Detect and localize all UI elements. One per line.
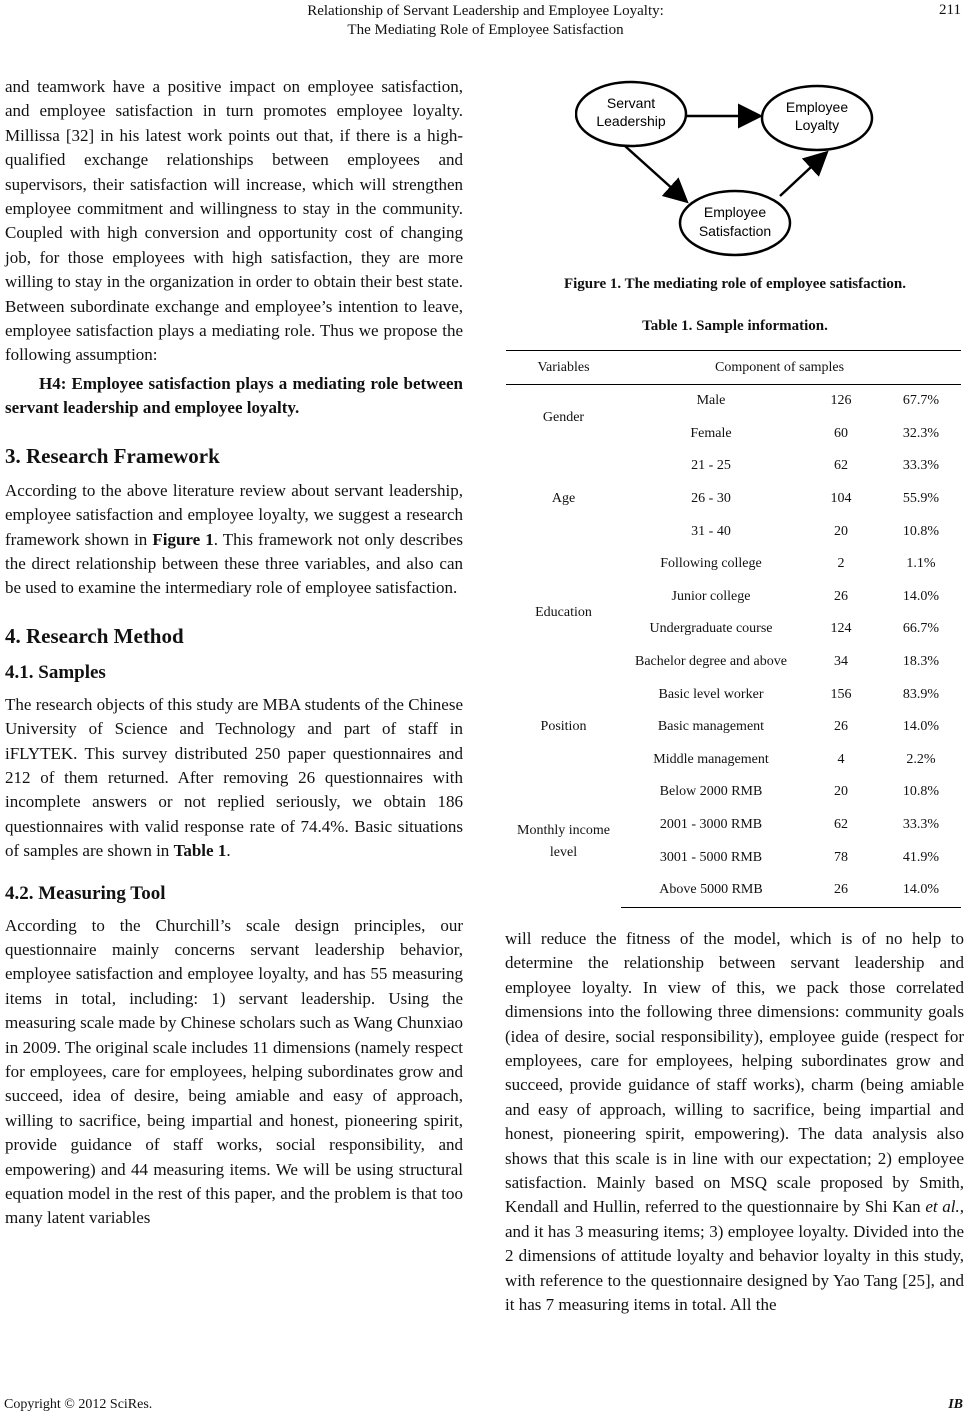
running-header bbox=[0, 2, 971, 40]
category-cell: Above 5000 RMB bbox=[621, 874, 801, 907]
table-row bbox=[506, 776, 961, 809]
count-cell: 62 bbox=[834, 458, 848, 474]
category-cell: 31 - 40 bbox=[691, 523, 731, 539]
count-cell: 156 bbox=[830, 686, 852, 702]
table-1-ref[interactable]: Table 1 bbox=[173, 841, 227, 861]
category-cell: Bachelor degree and above bbox=[635, 654, 787, 670]
variable-cell: Education bbox=[535, 605, 592, 621]
left-column bbox=[5, 75, 463, 1231]
figure-1-caption: Figure 1. The mediating role of employee satisfaction. bbox=[563, 276, 907, 292]
table-row bbox=[506, 548, 961, 581]
journal-abbrev: IB bbox=[948, 1397, 963, 1412]
percent-cell: 14.0% bbox=[902, 588, 940, 604]
percent-cell: 14.0% bbox=[881, 874, 961, 907]
count-cell: 20 bbox=[834, 523, 848, 539]
count-cell: 62 bbox=[834, 817, 848, 833]
variable-cell: Age bbox=[551, 491, 576, 507]
section-4-2-title: 4.2. Measuring Tool bbox=[5, 882, 166, 904]
section-4-1-paragraph: The research objects of this study are MBA students of the Chinese University of Science and Technology and part of staff in iFLYTEK. This survey distributed 250 paper questionnaires and 212 of them returned. After removing 26 questionnaires with incomplete answers or not replied seriously, we obtain 186 questionnaires with valid response rate of 74.4%. Basic situations of samples are shown in Table 1. bbox=[5, 694, 463, 861]
category-cell: Junior college bbox=[671, 588, 751, 604]
percent-cell: 33.3% bbox=[902, 458, 940, 474]
percent-cell: 33.3% bbox=[902, 817, 940, 833]
header-title-line1: Relationship of Servant Leadership and Employee Loyalty: bbox=[307, 3, 664, 19]
satisfaction-label-1: Employee bbox=[703, 204, 767, 220]
table-row bbox=[506, 385, 961, 418]
percent-cell: 55.9% bbox=[902, 491, 940, 507]
sample-information-table bbox=[506, 350, 961, 908]
section-3-paragraph: According to the above literature review about servant leadership, employee satisfaction and employee loyalty, we suggest a research framework shown in Figure 1. This framework not only describes the direct relationship between these three variables, and also can be used to examine the intermediary role of employee satisfaction. bbox=[5, 480, 463, 598]
percent-cell: 1.1% bbox=[906, 556, 936, 572]
percent-cell: 10.8% bbox=[902, 523, 940, 539]
loyalty-label-1: Employee bbox=[785, 99, 849, 115]
percent-cell: 83.9% bbox=[902, 686, 940, 702]
count-cell: 26 bbox=[834, 588, 848, 604]
hypothesis-h4: H4: Employee satisfaction plays a mediating role between servant leadership and employee loyalty. bbox=[5, 373, 463, 418]
percent-cell: 10.8% bbox=[902, 784, 940, 800]
section-4-2-paragraph: According to the Churchill’s scale design principles, our questionnaire mainly concerns servant leadership behavior, employee satisfaction and employee loyalty, and has 55 measuring items in total, including: 1) servant leadership. Using the measuring scale made by Chinese scholars such as Wang Chunxiao in 2009. The original scale includes 11 dimensions (namely respect for employees, care for employees, helping subordinates grow and succeed, idea of desire, being amiable and easy of approach, willing to sacrifice, being impartial and honest, pioneering spirit, provide guidance of staff works, social responsibility, and empowering) and 44 measuring items. We will be using structural equation model in the rest of this paper, and the problem is that too many latent variables bbox=[5, 915, 463, 1228]
category-cell: Male bbox=[696, 393, 726, 409]
header-title-line2: The Mediating Role of Employee Satisfaction bbox=[347, 22, 624, 38]
category-cell: Below 2000 RMB bbox=[659, 784, 763, 800]
col-variables: Variables bbox=[506, 351, 621, 385]
paragraph-measuring-continued: will reduce the fitness of the model, which is of no help to determine the relationship between servant leadership and employee loyalty. In view of this, we pack those correlated dimensions into the following three dimensions: community goals (idea of desire, social responsibility), employee guide (respect for employees, care for employees, helping subordinates grow and succeed, provide guidance of staff works), charm (being amiable and easy of approach, willing to sacrifice, being impartial and honest, pioneering spirit, empowering). The data analysis also shows that this scale is in line with our expectation; 2) employee satisfaction. Mainly based on MSQ scale proposed by Smith, Kendall and Hullin, referred to the questionnaire by Shi Kan et al., and it has 3 measuring items; 3) employee loyalty. Divided into the 2 dimensions of attitude loyalty and behavior loyalty in this study, with reference to the questionnaire designed by Yao Tang [25], and it has 7 measuring items in total. All the bbox=[505, 929, 964, 1315]
arrow-satisfaction-to-loyalty bbox=[780, 154, 825, 196]
count-cell: 78 bbox=[834, 849, 848, 865]
figure-1-ref[interactable]: Figure 1 bbox=[152, 529, 214, 549]
table-row bbox=[506, 678, 961, 711]
servant-label-2: Leadership bbox=[596, 113, 666, 129]
count-cell: 26 bbox=[801, 874, 881, 907]
satisfaction-label-2: Satisfaction bbox=[698, 223, 772, 239]
count-cell: 20 bbox=[834, 784, 848, 800]
category-cell: Undergraduate course bbox=[649, 621, 773, 637]
percent-cell: 2.2% bbox=[906, 751, 936, 767]
count-cell: 34 bbox=[834, 654, 848, 670]
variable-cell: Monthly income level bbox=[517, 822, 610, 860]
section-3-title: 3. Research Framework bbox=[5, 443, 220, 468]
percent-cell: 66.7% bbox=[902, 621, 940, 637]
variable-cell: Gender bbox=[542, 409, 585, 425]
category-cell: Following college bbox=[660, 556, 762, 572]
table-row bbox=[506, 450, 961, 483]
category-cell: 2001 - 3000 RMB bbox=[659, 817, 763, 833]
count-cell: 2 bbox=[837, 556, 845, 572]
percent-cell: 67.7% bbox=[902, 393, 940, 409]
count-cell: 26 bbox=[834, 719, 848, 735]
loyalty-label-2: Loyalty bbox=[794, 117, 840, 133]
count-cell: 126 bbox=[830, 393, 852, 409]
category-cell: Female bbox=[690, 425, 732, 441]
page-number: 211 bbox=[939, 2, 961, 18]
variable-cell: Position bbox=[540, 719, 587, 735]
category-cell: 3001 - 5000 RMB bbox=[659, 849, 763, 865]
figure-1-diagram bbox=[575, 78, 875, 268]
percent-cell: 14.0% bbox=[902, 719, 940, 735]
paragraph-intro: and teamwork have a positive impact on employee satisfaction, and employee satisfaction in turn promotes employee loyalty. Millissa [32] in his latest work points out that, if there is a high-qualified exchange relationships between employees and supervisors, their satisfaction will increase, which will strengthen employee commitment and willingness to stay in the community. Coupled with high conversion and opportunity cost of changing job, for those employees with high satisfaction, they are more willing to stay in the organization in order to obtain their best state. Between subordinate exchange and employee’s intention to leave, employee satisfaction plays a mediating role. Thus we propose the following assumption: bbox=[5, 77, 463, 365]
percent-cell: 32.3% bbox=[902, 425, 940, 441]
copyright: Copyright © 2012 SciRes. bbox=[4, 1397, 153, 1412]
right-column bbox=[505, 927, 964, 1318]
col-component: Component of samples bbox=[621, 351, 961, 385]
servant-label-1: Servant bbox=[606, 95, 656, 111]
arrow-servant-to-satisfaction bbox=[625, 146, 685, 200]
category-cell: Basic management bbox=[657, 719, 765, 735]
count-cell: 60 bbox=[834, 425, 848, 441]
section-4-1-title: 4.1. Samples bbox=[5, 661, 106, 683]
category-cell: Middle management bbox=[653, 751, 769, 767]
count-cell: 104 bbox=[830, 491, 852, 507]
category-cell: 26 - 30 bbox=[691, 491, 731, 507]
count-cell: 124 bbox=[830, 621, 852, 637]
percent-cell: 18.3% bbox=[902, 654, 940, 670]
table-1-caption: Table 1. Sample information. bbox=[642, 318, 828, 334]
category-cell: Basic level worker bbox=[658, 686, 764, 702]
section-4-title: 4. Research Method bbox=[5, 623, 184, 648]
count-cell: 4 bbox=[837, 751, 845, 767]
category-cell: 21 - 25 bbox=[691, 458, 731, 474]
percent-cell: 41.9% bbox=[902, 849, 940, 865]
